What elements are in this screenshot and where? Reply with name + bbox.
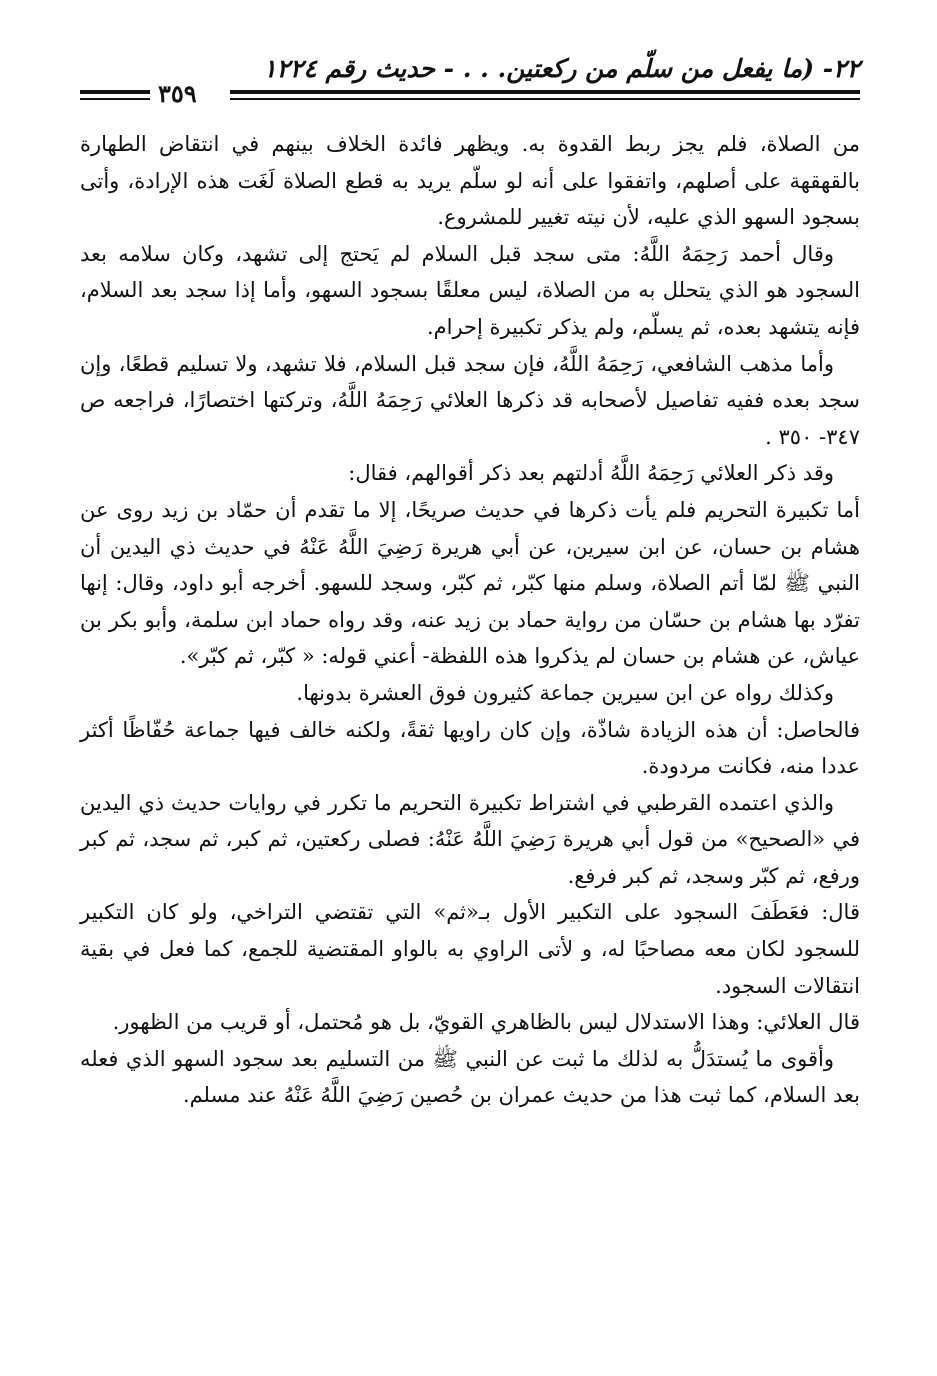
body-text (80, 126, 860, 1114)
page-number-rule-thin (80, 98, 150, 100)
paragraph: وكذلك رواه عن ابن سيرين جماعة كثيرون فوق العشرة بدونها. (296, 680, 834, 705)
header-title: ٢٢- (ما يفعل من سلّم من ركعتين. . . - حديث رقم ١٢٢٤ (263, 54, 860, 83)
running-header (80, 52, 860, 108)
paragraph: أما تكبيرة التحريم فلم يأت ذكرها في حديث صريحًا، إلا ما تقدم أن حمّاد بن زيد روى عن هشام بن حسان، عن ابن سيرين، عن أبي هريرة رَضِيَ اللَّهُ عَنْهُ في حديث ذي اليدين أن النبي ﷺ لمّا أتم الصلاة، وسلم منها كبّر، ثم كبّر، وسجد للسهو. أخرجه أبو داود، وقال: إنها تفرّد بها هشام بن حسّان من رواية حماد بن زيد عنه، وقد رواه حماد ابن سلمة، وأبو بكر بن عياش، عن هشام بن حسان لم يذكروا هذه اللفظة- أعني قوله: « كبّر، ثم كبّر». (80, 497, 860, 669)
header-rule-thin (230, 98, 860, 100)
paragraph: وأما مذهب الشافعي، رَحِمَهُ اللَّهُ، فإن سجد قبل السلام، فلا تشهد، ولا تسليم قطعًا، وإن سجد بعده ففيه تفاصيل لأصحابه قد ذكرها العلائي رَحِمَهُ اللَّهُ، وتركتها اختصارًا، فراجعه ص ٣٤٧- ٣٥٠ . (80, 351, 860, 449)
paragraph: والذي اعتمده القرطبي في اشتراط تكبيرة التحريم ما تكرر في روايات حديث ذي اليدين في «الصحيح» من قول أبي هريرة رَضِيَ اللَّهُ عَنْهُ: فصلى ركعتين، ثم كبر، ثم سجد، ثم كبر ورفع، ثم كبّر وسجد، ثم كبر فرفع. (80, 790, 860, 888)
page-number: ٣٥٩ (158, 79, 197, 108)
paragraph: وقال أحمد رَحِمَهُ اللَّهُ: متى سجد قبل السلام لم يَحتج إلى تشهد، وكان سلامه بعد السجود هو الذي يتحلل به من الصلاة، ليس معلقًا بسجود السهو، وأما إذا سجد بعد السلام، فإنه يتشهد بعده، ثم يسلّم، ولم يذكر تكبيرة إحرام. (80, 241, 860, 339)
paragraph: فالحاصل: أن هذه الزيادة شاذّة، وإن كان راويها ثقةً، ولكنه خالف فيها جماعة حُفّاظًا أكثر عددا منه، فكانت مردودة. (80, 717, 860, 779)
paragraph: قال: فعَطَفَ السجود على التكبير الأول بـ«ثم» التي تقتضي التراخي، ولو كان التكبير للسجود لكان معه مصاحبًا له، و لأتى الراوي به بالواو المقتضية للجمع، كما فعل في بقية انتقالات السجود. (80, 900, 860, 998)
paragraph: وأقوى ما يُستدَلُّ به لذلك ما ثبت عن النبي ﷺ من التسليم بعد سجود السهو الذي فعله بعد السلام، كما ثبت هذا من حديث عمران بن حُصين رَضِيَ اللَّهُ عَنْهُ عند مسلم. (80, 1046, 860, 1108)
paragraph: قال العلائي: وهذا الاستدلال ليس بالظاهري القويّ، بل هو مُحتمل، أو قريب من الظهور. (112, 1010, 860, 1035)
page-number-rule (80, 90, 150, 94)
paragraph: وقد ذكر العلائي رَحِمَهُ اللَّهُ أدلتهم بعد ذكر أقوالهم، فقال: (348, 461, 834, 486)
header-rule (230, 90, 860, 94)
paragraph: من الصلاة، فلم يجز ربط القدوة به. ويظهر فائدة الخلاف بينهم في انتقاض الطهارة بالقهقهة على أصلهم، واتفقوا على أنه لو سلّم يريد به قطع الصلاة لَغَت هذه الإرادة، وأتى بسجود السهو الذي عليه، لأن نيته تغيير للمشروع. (80, 132, 860, 230)
